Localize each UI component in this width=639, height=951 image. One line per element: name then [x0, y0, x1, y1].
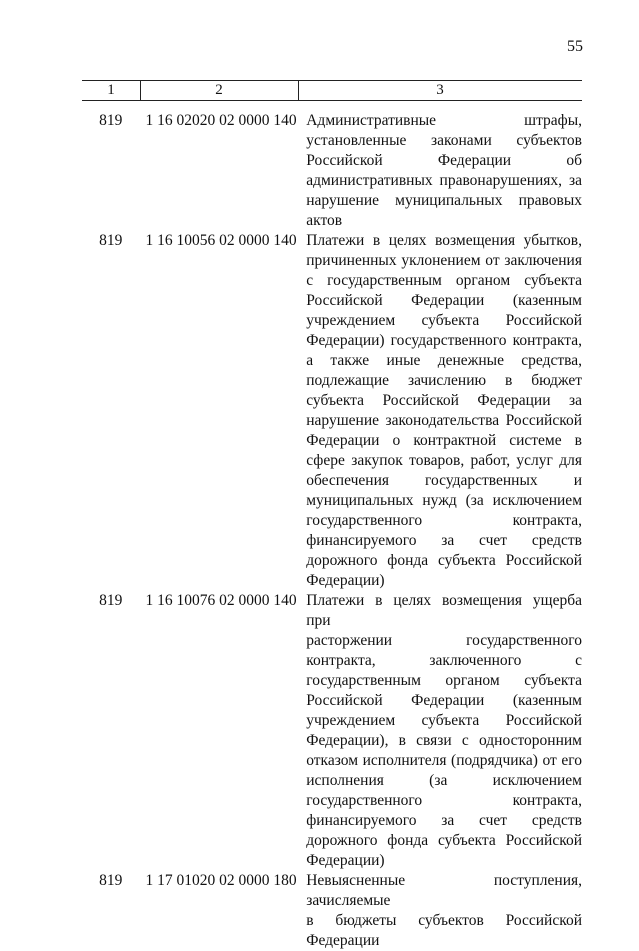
description-line: Платежи в целях возмещения убытков, — [306, 232, 582, 249]
description-line: финансируемого за счет средств — [306, 812, 582, 829]
admin-code-cell: 819 — [99, 112, 123, 129]
description-line: с государственным органом субъекта — [306, 272, 582, 289]
description-line: Федерации), в связи с односторонним — [306, 732, 582, 749]
description-line: Невыясненные поступления, зачисляемые — [306, 872, 582, 909]
table-row — [82, 111, 582, 231]
admin-code-cell: 819 — [99, 232, 123, 249]
description-line: учреждением субъекта Российской — [306, 312, 582, 329]
header-col-3: 3 — [436, 82, 444, 98]
description-line: Административные штрафы, — [306, 112, 582, 129]
description-line: нарушение законодательства Российской — [306, 412, 582, 429]
budget-code-cell: 1 16 10056 02 0000 140 — [145, 232, 297, 249]
admin-code-cell: 819 — [99, 592, 123, 609]
table-row — [82, 591, 582, 871]
budget-code-cell: 1 16 02020 02 0000 140 — [145, 112, 297, 129]
description-line: государственного контракта, — [306, 512, 582, 529]
header-col-1: 1 — [82, 81, 141, 100]
description-line: сфере закупок товаров, работ, услуг для — [306, 452, 582, 469]
description-line: а также иные денежные средства, — [306, 352, 582, 369]
header-col-2: 2 — [140, 81, 299, 100]
admin-code-cell: 819 — [99, 872, 123, 889]
budget-code-cell: 1 16 10076 02 0000 140 — [145, 592, 297, 609]
description-cell — [306, 591, 582, 871]
description-line: расторжении государственного — [306, 632, 582, 649]
description-line: обеспечения государственных и — [306, 472, 582, 489]
description-line: исполнения (за исключением — [306, 772, 582, 789]
table-header — [82, 80, 582, 101]
description-line: нарушение муниципальных правовых — [306, 192, 582, 209]
description-line: субъекта Российской Федерации за — [306, 392, 582, 409]
description-line: контракта, заключенного с — [306, 652, 582, 669]
description-line: причиненных уклонением от заключения — [306, 252, 582, 269]
description-cell — [306, 871, 582, 951]
description-line: актов — [306, 212, 343, 229]
description-line: установленные законами субъектов — [306, 132, 582, 149]
description-line: отказом исполнителя (подрядчика) от его — [306, 752, 582, 769]
budget-code-cell: 1 17 01020 02 0000 180 — [145, 872, 297, 889]
page-number: 55 — [567, 38, 583, 55]
description-line: Федерации) — [306, 852, 385, 869]
description-line: Федерации о контрактной системе в — [306, 432, 582, 449]
description-line: Платежи в целях возмещения ущерба при — [306, 592, 582, 629]
description-line: учреждением субъекта Российской — [306, 712, 582, 729]
table-row — [82, 231, 582, 591]
description-line: Российской Федерации (казенным — [306, 692, 582, 709]
description-cell — [306, 231, 582, 591]
description-line: в бюджеты субъектов Российской — [306, 912, 582, 929]
description-line: административных правонарушениях, за — [306, 172, 582, 189]
description-line: государственным органом субъекта — [306, 672, 582, 689]
description-line: Российской Федерации об — [306, 152, 582, 169]
description-line: Российской Федерации (казенным — [306, 292, 582, 309]
description-line: муниципальных нужд (за исключением — [306, 492, 582, 509]
description-line: Федерации) — [306, 572, 385, 589]
description-line: дорожного фонда субъекта Российской — [306, 552, 582, 569]
description-line: Федерации — [306, 932, 380, 949]
description-line: государственного контракта, — [306, 792, 582, 809]
table-body — [82, 111, 582, 951]
table-row — [82, 871, 582, 951]
description-line: финансируемого за счет средств — [306, 532, 582, 549]
description-line: дорожного фонда субъекта Российской — [306, 832, 582, 849]
description-cell — [306, 111, 582, 231]
description-line: подлежащие зачислению в бюджет — [306, 372, 582, 389]
description-line: Федерации) государственного контракта, — [306, 332, 582, 349]
